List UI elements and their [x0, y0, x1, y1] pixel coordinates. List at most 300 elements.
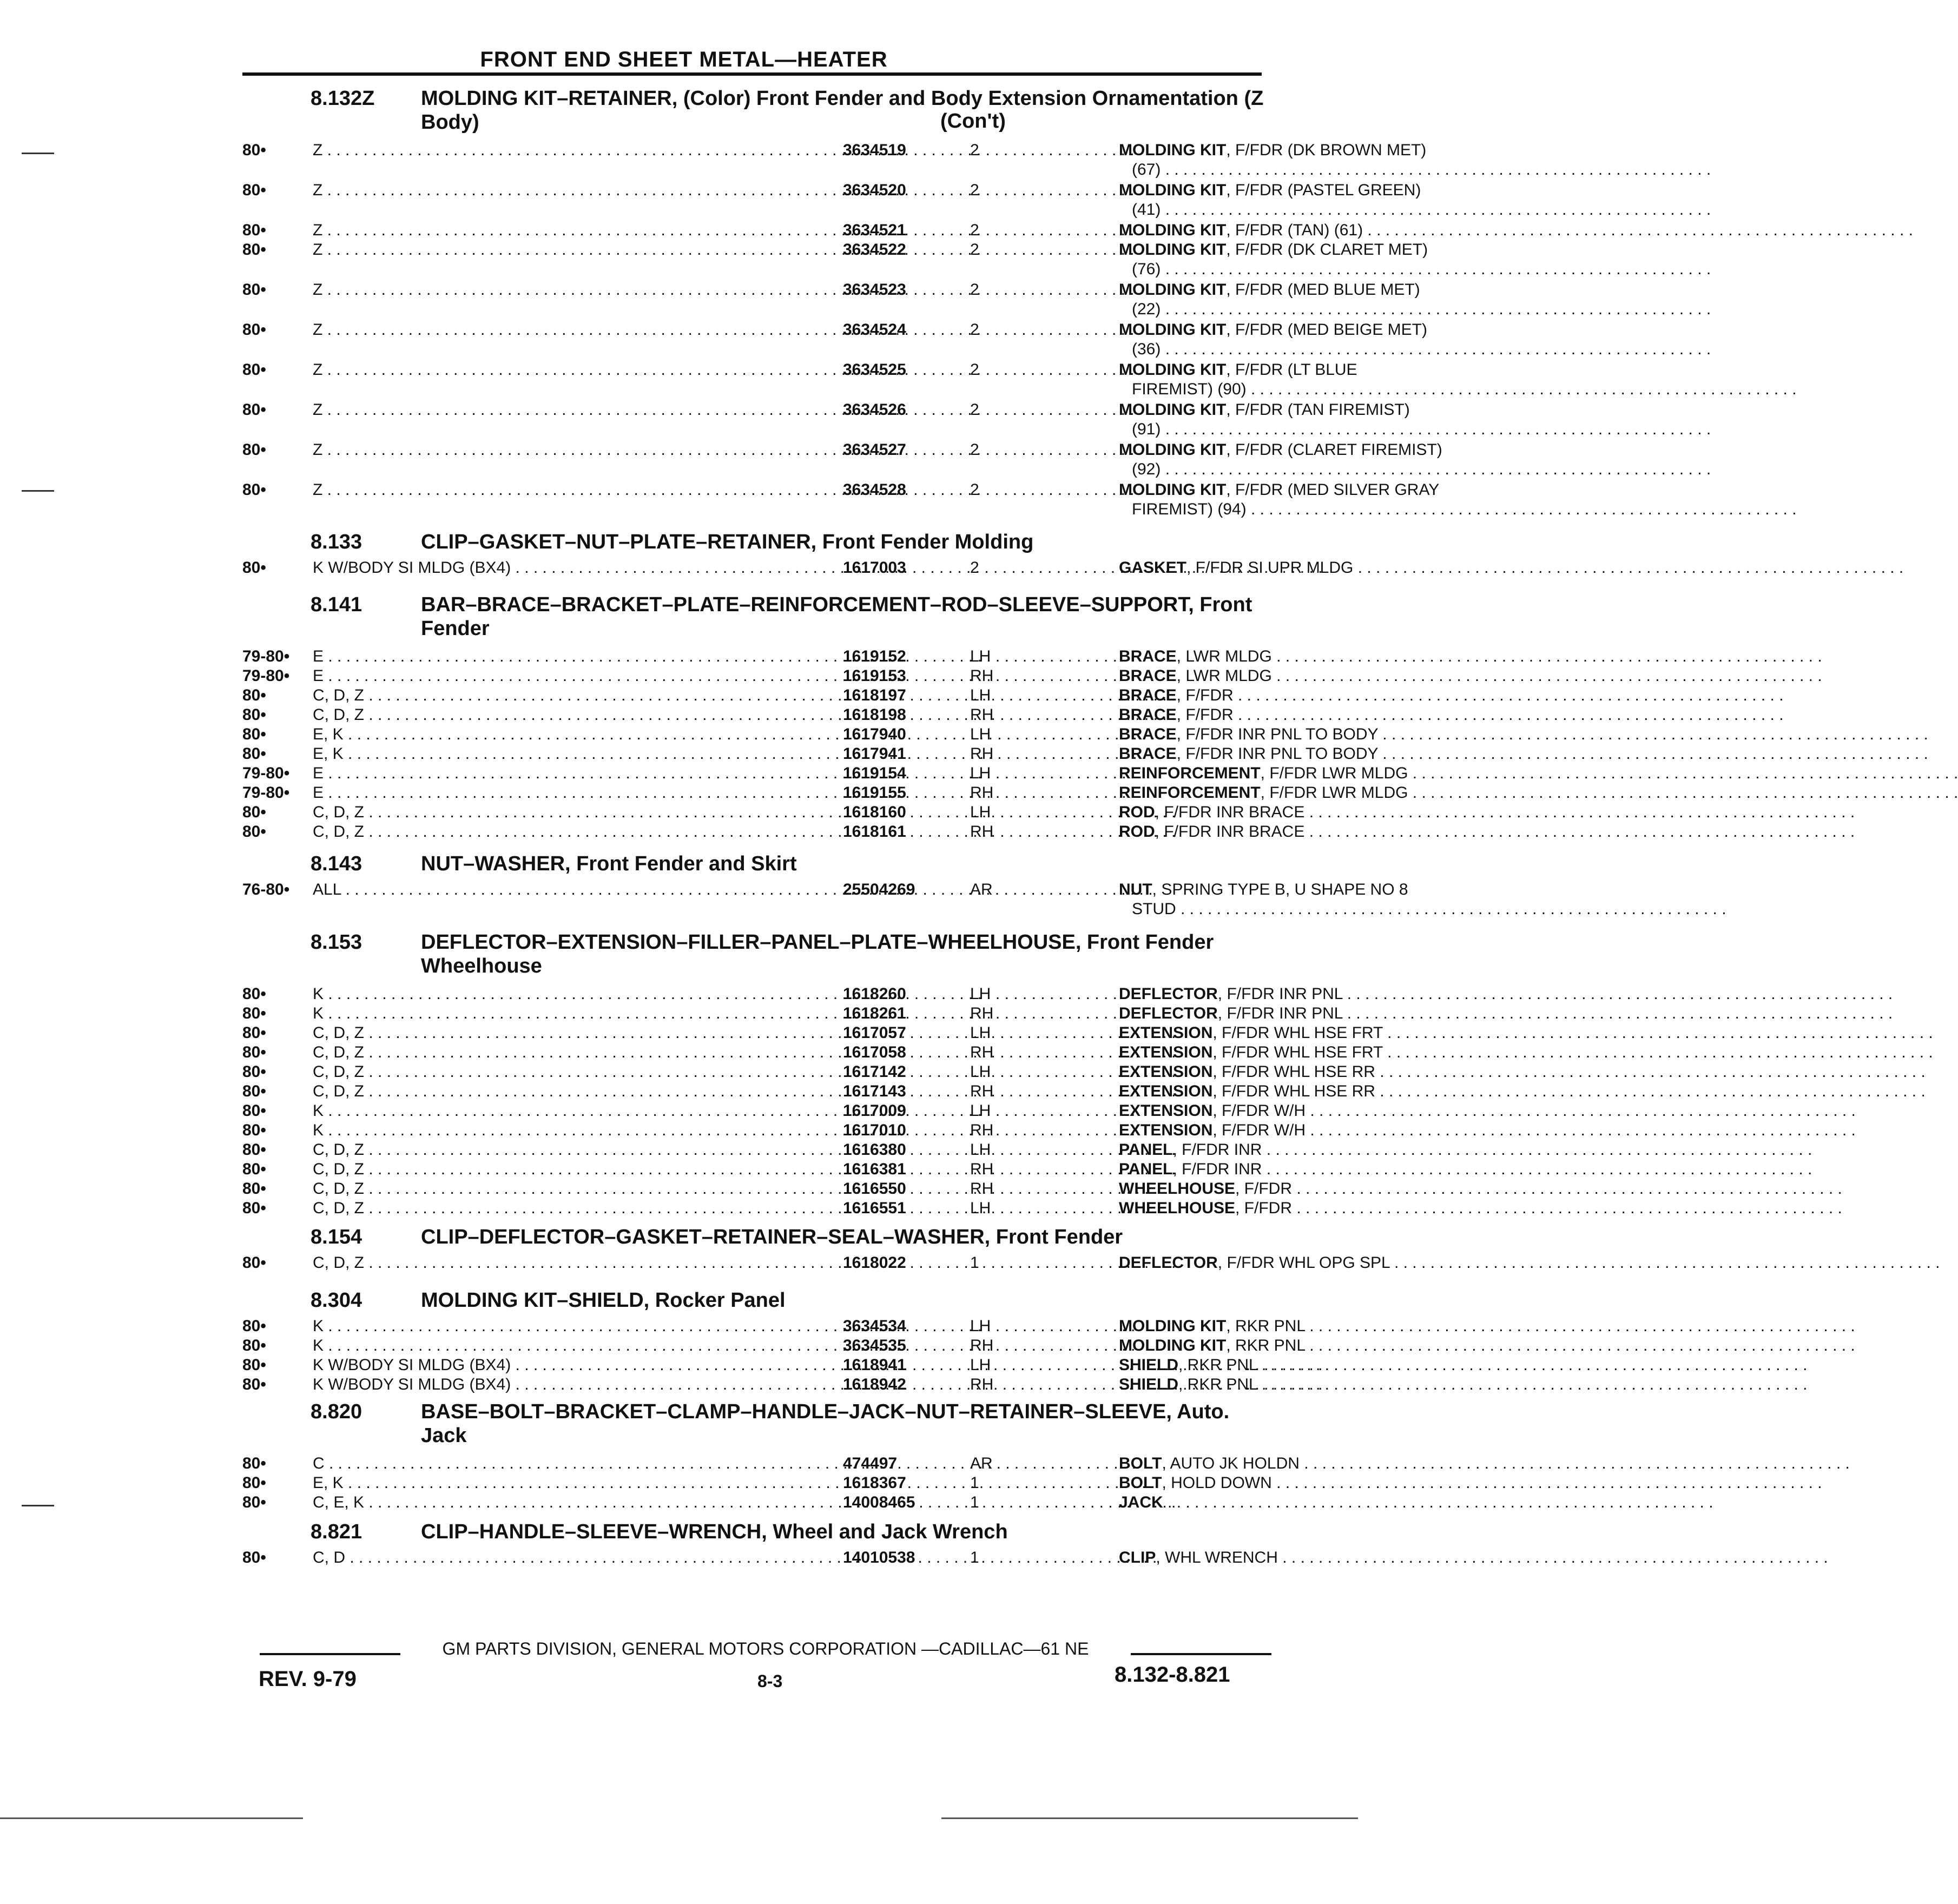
description-line [1119, 558, 1508, 578]
footer-revision: REV. 9-79 [259, 1667, 357, 1691]
section-title: CLIP–GASKET–NUT–PLATE–RETAINER, Front Fender Molding [421, 531, 1034, 553]
quantity: RH [970, 1376, 994, 1393]
part-description [1119, 1179, 1508, 1199]
part-description [1119, 1121, 1508, 1140]
part-name: EXTENSION [1119, 1082, 1213, 1100]
part-name: DEFLECTOR [1119, 1254, 1218, 1272]
quantity: RH [970, 823, 994, 841]
part-number: 1617010 [843, 1121, 906, 1139]
description-line [1119, 686, 1508, 705]
model-year: 80• [242, 1043, 266, 1061]
description-line [1119, 440, 1508, 460]
description-text: , F/FDR WHL OPG SPL [1217, 1254, 1390, 1272]
application: Z . . . [313, 320, 843, 340]
description-line [1119, 984, 1508, 1004]
model-year: 76-80• [242, 881, 290, 898]
description-line [1119, 400, 1508, 420]
part-description [1119, 480, 1508, 519]
section-heading [242, 530, 1270, 558]
part-number: 1616381 [843, 1160, 906, 1178]
application: K . . . [313, 1317, 843, 1336]
description-line [1119, 1336, 1508, 1356]
quantity: RH [970, 1121, 994, 1139]
description-line [1119, 1179, 1508, 1199]
model-year: 80• [242, 1102, 266, 1120]
description-text: , WHL WRENCH [1156, 1549, 1278, 1566]
part-description [1119, 744, 1508, 764]
part-description [1119, 783, 1508, 803]
model-year: 80• [242, 745, 266, 763]
quantity: 1 [970, 1493, 979, 1511]
description-line [1119, 280, 1508, 300]
description-text: , F/FDR (MED BLUE MET) [1226, 281, 1420, 299]
model-year: 80• [242, 1549, 266, 1566]
part-number: 1618022 [843, 1254, 906, 1272]
header-rule [242, 72, 1262, 76]
model-year: 80• [242, 1199, 266, 1217]
quantity: 1 [970, 1254, 979, 1272]
parts-row [242, 181, 1421, 221]
parts-row [242, 1199, 1293, 1218]
part-number: 3634521 [843, 221, 906, 239]
description-line [1119, 1375, 1508, 1394]
description-line [1119, 221, 1508, 240]
model-year: 80• [242, 141, 266, 159]
part-description [1119, 1317, 1508, 1336]
part-description [1119, 320, 1508, 359]
parts-row [242, 240, 1428, 280]
part-number: 3634535 [843, 1337, 906, 1354]
part-number: 3634525 [843, 361, 906, 379]
application: Z . . . [313, 181, 843, 200]
description-continuation: (91) . . . [1119, 420, 1508, 439]
parts-row [242, 1062, 1375, 1082]
quantity: AR [970, 881, 993, 898]
description-text: , F/FDR [1176, 686, 1234, 704]
parts-row [242, 822, 1305, 842]
part-name: EXTENSION [1119, 1043, 1213, 1061]
quantity: RH [970, 1082, 994, 1100]
description-line [1119, 1454, 1508, 1473]
description-line [1119, 1082, 1508, 1101]
quantity: LH [970, 1063, 991, 1081]
quantity: 2 [970, 241, 979, 259]
description-text: , F/FDR LWR MLDG [1260, 784, 1408, 802]
quantity: 2 [970, 401, 979, 419]
quantity: LH [970, 647, 991, 665]
description-line [1119, 1473, 1508, 1493]
application: C, E, K . . . [313, 1493, 843, 1512]
part-description [1119, 1004, 1508, 1023]
part-name: MOLDING KIT [1119, 401, 1227, 419]
section-8-820 [242, 1400, 1300, 1512]
part-number: 1618260 [843, 985, 906, 1003]
part-name: MOLDING KIT [1119, 441, 1227, 459]
section-8-133 [242, 530, 1354, 578]
part-number: 1618942 [843, 1376, 906, 1393]
part-number: 1617142 [843, 1063, 906, 1081]
description-line [1119, 181, 1508, 200]
quantity: LH [970, 1024, 991, 1042]
description-text: , F/FDR INR PNL TO BODY [1176, 745, 1378, 763]
description-text: , LWR MLDG [1176, 647, 1272, 665]
parts-row [242, 558, 1354, 578]
part-name: PANEL [1119, 1160, 1173, 1178]
section-continued-label: (Con't) [940, 110, 1006, 133]
application: Z . . . [313, 360, 843, 380]
model-year: 80• [242, 1493, 266, 1511]
section-title: DEFLECTOR–EXTENSION–FILLER–PANEL–PLATE–WHEELHOUSE, Front Fender Wheelhouse [421, 931, 1214, 977]
application: K . . . [313, 1336, 843, 1356]
quantity: 2 [970, 141, 979, 159]
part-name: EXTENSION [1119, 1102, 1213, 1120]
binding-mark [22, 153, 54, 154]
model-year: 80• [242, 706, 266, 724]
quantity: RH [970, 706, 994, 724]
description-line [1119, 764, 1508, 783]
application: Z . . . [313, 221, 843, 240]
quantity: RH [970, 1004, 994, 1022]
part-name: BRACE [1119, 647, 1177, 665]
description-text: , AUTO JK HOLDN [1162, 1455, 1300, 1472]
part-description [1119, 822, 1508, 842]
description-line [1119, 1004, 1508, 1023]
quantity: RH [970, 784, 994, 802]
parts-row [242, 783, 1408, 803]
parts-row [242, 1004, 1343, 1023]
description-line [1119, 1317, 1508, 1336]
model-year: 80• [242, 1356, 266, 1374]
model-year: 80• [242, 1141, 266, 1159]
part-description [1119, 1140, 1508, 1160]
description-text: , F/FDR SI UPR MLDG [1186, 559, 1354, 577]
section-number: 8.141 [311, 593, 362, 616]
part-number: 3634520 [843, 181, 906, 199]
description-text: , RKR PNL [1178, 1356, 1257, 1374]
part-name: DEFLECTOR [1119, 985, 1218, 1003]
model-year: 80• [242, 1254, 266, 1272]
part-name: PANEL [1119, 1141, 1173, 1159]
part-description [1119, 1101, 1508, 1121]
part-number: 1619153 [843, 667, 906, 685]
description-continuation: (67) . . . [1119, 160, 1508, 180]
description-text: , F/FDR (TAN) (61) [1226, 221, 1363, 239]
part-number: 3634527 [843, 441, 906, 459]
model-year: 80• [242, 823, 266, 841]
parts-row [242, 666, 1270, 686]
part-name: EXTENSION [1119, 1121, 1213, 1139]
quantity: LH [970, 985, 991, 1003]
quantity: RH [970, 745, 994, 763]
description-text: , SPRING TYPE B, U SHAPE NO 8 [1152, 881, 1408, 898]
part-description [1119, 240, 1508, 279]
part-description [1119, 984, 1508, 1004]
description-continuation: FIREMIST) (94) . . . [1119, 500, 1508, 519]
part-name: EXTENSION [1119, 1063, 1213, 1081]
section-title: NUT–WASHER, Front Fender and Skirt [421, 852, 797, 875]
parts-row [242, 1356, 1270, 1375]
footer-page-number: 8-3 [757, 1671, 783, 1691]
quantity: LH [970, 1141, 991, 1159]
part-number: 474497 [843, 1455, 898, 1472]
description-text: , F/FDR (MED SILVER GRAY [1226, 481, 1440, 499]
description-text: , F/FDR INR PNL [1217, 1004, 1343, 1022]
application: C, D, Z . . . [313, 1253, 843, 1273]
model-year: 80• [242, 481, 266, 499]
part-description [1119, 360, 1508, 399]
footer-publisher: GM PARTS DIVISION, GENERAL MOTORS CORPORATION —CADILLAC—61 NE [442, 1639, 1089, 1658]
quantity: LH [970, 1102, 991, 1120]
section-number: 8.132Z [311, 87, 375, 110]
part-description [1119, 558, 1508, 578]
part-name: MOLDING KIT [1119, 281, 1227, 299]
quantity: LH [970, 725, 991, 743]
model-year: 80• [242, 803, 266, 821]
model-year: 80• [242, 1455, 266, 1472]
parts-row [242, 744, 1378, 764]
parts-row [242, 1043, 1383, 1062]
description-text: , LWR MLDG [1176, 667, 1272, 685]
part-description [1119, 686, 1508, 705]
application: K W/BODY SI MLDG (BX4) . . . [313, 1356, 843, 1375]
part-number: 1616380 [843, 1141, 906, 1159]
part-number: 1618367 [843, 1474, 906, 1492]
parts-row [242, 984, 1343, 1004]
section-heading [242, 593, 1270, 647]
part-name: MOLDING KIT [1119, 241, 1227, 259]
description-text: , F/FDR INR [1172, 1160, 1262, 1178]
description-line [1119, 141, 1508, 160]
part-name: SHIELD [1119, 1356, 1179, 1374]
parts-row [242, 1160, 1270, 1179]
scan-edge-line [0, 1817, 303, 1819]
part-number: 1618160 [843, 803, 906, 821]
application: C, D, Z . . . [313, 1160, 843, 1179]
description-text: , F/FDR WHL HSE RR [1212, 1063, 1375, 1081]
part-name: MOLDING KIT [1119, 181, 1227, 199]
part-number: 14008465 [843, 1493, 915, 1511]
description-line [1119, 822, 1508, 842]
section-number: 8.143 [311, 852, 362, 875]
part-name: MOLDING KIT [1119, 361, 1227, 379]
model-year: 80• [242, 1004, 266, 1022]
model-year: 80• [242, 985, 266, 1003]
application: K . . . [313, 1121, 843, 1140]
part-name: ROD [1119, 823, 1155, 841]
description-line [1119, 647, 1508, 666]
description-line [1119, 1548, 1508, 1568]
description-text: , F/FDR INR BRACE [1155, 803, 1305, 821]
description-line [1119, 1043, 1508, 1062]
description-text: , F/FDR W/H [1212, 1102, 1306, 1120]
part-description [1119, 1023, 1508, 1043]
application: Z . . . [313, 280, 843, 300]
description-line [1119, 1356, 1508, 1375]
parts-row [242, 1317, 1305, 1336]
model-year: 80• [242, 559, 266, 577]
model-year: 80• [242, 1063, 266, 1081]
quantity: RH [970, 1043, 994, 1061]
application: C, D, Z . . . [313, 1179, 843, 1199]
section-heading [242, 1225, 1270, 1253]
description-text: , F/FDR INR BRACE [1155, 823, 1305, 841]
part-description [1119, 221, 1508, 240]
part-description [1119, 1062, 1508, 1082]
section-heading [242, 1400, 1270, 1454]
section-heading [242, 1288, 1270, 1317]
description-text: , HOLD DOWN [1162, 1474, 1272, 1492]
application: Z . . . [313, 141, 843, 160]
section-8-304 [242, 1288, 1305, 1394]
model-year: 79-80• [242, 667, 290, 685]
model-year: 80• [242, 1474, 266, 1492]
part-name: WHEELHOUSE [1119, 1180, 1236, 1198]
part-name: BRACE [1119, 667, 1177, 685]
application: C, D, Z . . . [313, 1082, 843, 1101]
part-number: 3634526 [843, 401, 906, 419]
application: C, D, Z . . . [313, 1062, 843, 1082]
part-name: NUT [1119, 881, 1152, 898]
footer-rule-right [1131, 1653, 1271, 1655]
quantity: LH [970, 803, 991, 821]
section-title: MOLDING KIT–SHIELD, Rocker Panel [421, 1289, 786, 1312]
model-year: 80• [242, 401, 266, 419]
parts-row [242, 1548, 1278, 1568]
parts-row [242, 1101, 1306, 1121]
description-line [1119, 783, 1508, 803]
description-line [1119, 1121, 1508, 1140]
part-number: 1618261 [843, 1004, 906, 1022]
description-line [1119, 480, 1508, 500]
part-description [1119, 1454, 1508, 1473]
application: C, D, Z . . . [313, 822, 843, 842]
part-name: MOLDING KIT [1119, 481, 1227, 499]
description-continuation: (92) . . . [1119, 460, 1508, 479]
part-description [1119, 1548, 1508, 1568]
part-description [1119, 1473, 1508, 1493]
part-name: ROD [1119, 803, 1155, 821]
part-number: 1618161 [843, 823, 906, 841]
parts-row [242, 880, 1408, 920]
part-name: BOLT [1119, 1474, 1162, 1492]
part-description [1119, 803, 1508, 822]
quantity: LH [970, 764, 991, 782]
quantity: LH [970, 1356, 991, 1374]
application: C, D, Z . . . [313, 1023, 843, 1043]
section-heading [242, 930, 1270, 984]
part-number: 3634523 [843, 281, 906, 299]
binding-mark [22, 490, 54, 492]
description-line [1119, 320, 1508, 340]
part-name: JACK [1119, 1493, 1163, 1511]
part-description [1119, 181, 1508, 220]
section-title: BAR–BRACE–BRACKET–PLATE–REINFORCEMENT–ROD–SLEEVE–SUPPORT, Front Fender [421, 593, 1252, 640]
part-description [1119, 1043, 1508, 1062]
section-8-141 [242, 593, 1408, 842]
description-line [1119, 1199, 1508, 1218]
parts-row [242, 360, 1357, 400]
part-description [1119, 440, 1508, 479]
application: Z . . . [313, 440, 843, 460]
part-number: 1618941 [843, 1356, 906, 1374]
parts-row [242, 1082, 1375, 1101]
quantity: RH [970, 1160, 994, 1178]
quantity: 2 [970, 441, 979, 459]
section-number: 8.821 [311, 1520, 362, 1543]
description-line [1119, 803, 1508, 822]
parts-row [242, 1493, 1270, 1512]
scan-edge-line [941, 1817, 1358, 1819]
footer-section-range: 8.132-8.821 [1115, 1663, 1230, 1687]
part-number: 1617940 [843, 725, 906, 743]
section-number: 8.304 [311, 1289, 362, 1312]
application: C, D . . . [313, 1548, 843, 1568]
application: C . . . [313, 1454, 843, 1473]
part-name: MOLDING KIT [1119, 141, 1227, 159]
parts-row [242, 440, 1442, 480]
part-description [1119, 880, 1508, 919]
description-text: , F/FDR INR [1172, 1141, 1262, 1159]
model-year: 80• [242, 725, 266, 743]
description-text: , F/FDR (DK BROWN MET) [1226, 141, 1427, 159]
model-year: 80• [242, 1337, 266, 1354]
parts-row [242, 1253, 1390, 1273]
quantity: 2 [970, 181, 979, 199]
section-heading [242, 1520, 1270, 1548]
model-year: 80• [242, 361, 266, 379]
parts-row [242, 141, 1427, 181]
application: Z . . . [313, 240, 843, 260]
description-text: , F/FDR W/H [1212, 1121, 1306, 1139]
part-name: GASKET [1119, 559, 1187, 577]
quantity: 2 [970, 321, 979, 339]
quantity: 2 [970, 281, 979, 299]
part-name: MOLDING KIT [1119, 1317, 1227, 1335]
parts-row [242, 1179, 1293, 1199]
model-year: 79-80• [242, 647, 290, 665]
description-text: , F/FDR [1235, 1180, 1293, 1198]
part-name: EXTENSION [1119, 1024, 1213, 1042]
section-title: CLIP–HANDLE–SLEEVE–WRENCH, Wheel and Jack Wrench [421, 1520, 1008, 1543]
application: K W/BODY SI MLDG (BX4) . . . [313, 558, 843, 578]
description-line [1119, 240, 1508, 260]
description-continuation: (41) . . . [1119, 200, 1508, 220]
part-number: 1616550 [843, 1180, 906, 1198]
parts-row [242, 725, 1378, 744]
section-8-132z [242, 87, 1442, 520]
model-year: 80• [242, 1121, 266, 1139]
quantity: RH [970, 1337, 994, 1354]
part-number: 1619154 [843, 764, 906, 782]
application: E, K . . . [313, 725, 843, 744]
part-name: BRACE [1119, 745, 1177, 763]
description-continuation: FIREMIST) (90) . . . [1119, 380, 1508, 399]
description-text: , F/FDR LWR MLDG [1260, 764, 1408, 782]
description-line [1119, 1023, 1508, 1043]
section-title: BASE–BOLT–BRACKET–CLAMP–HANDLE–JACK–NUT–RETAINER–SLEEVE, Auto. Jack [421, 1400, 1230, 1447]
model-year: 80• [242, 686, 266, 704]
part-name: MOLDING KIT [1119, 221, 1227, 239]
description-text: , F/FDR INR PNL [1217, 985, 1343, 1003]
model-year: 80• [242, 1376, 266, 1393]
parts-row [242, 280, 1420, 320]
section-title: MOLDING KIT–RETAINER, (Color) Front Fender and Body Extension Ornamentation (Z Body) [421, 87, 1264, 134]
model-year: 80• [242, 181, 266, 199]
part-name: BOLT [1119, 1455, 1162, 1472]
model-year: 79-80• [242, 784, 290, 802]
part-description [1119, 1336, 1508, 1356]
part-description [1119, 400, 1508, 439]
